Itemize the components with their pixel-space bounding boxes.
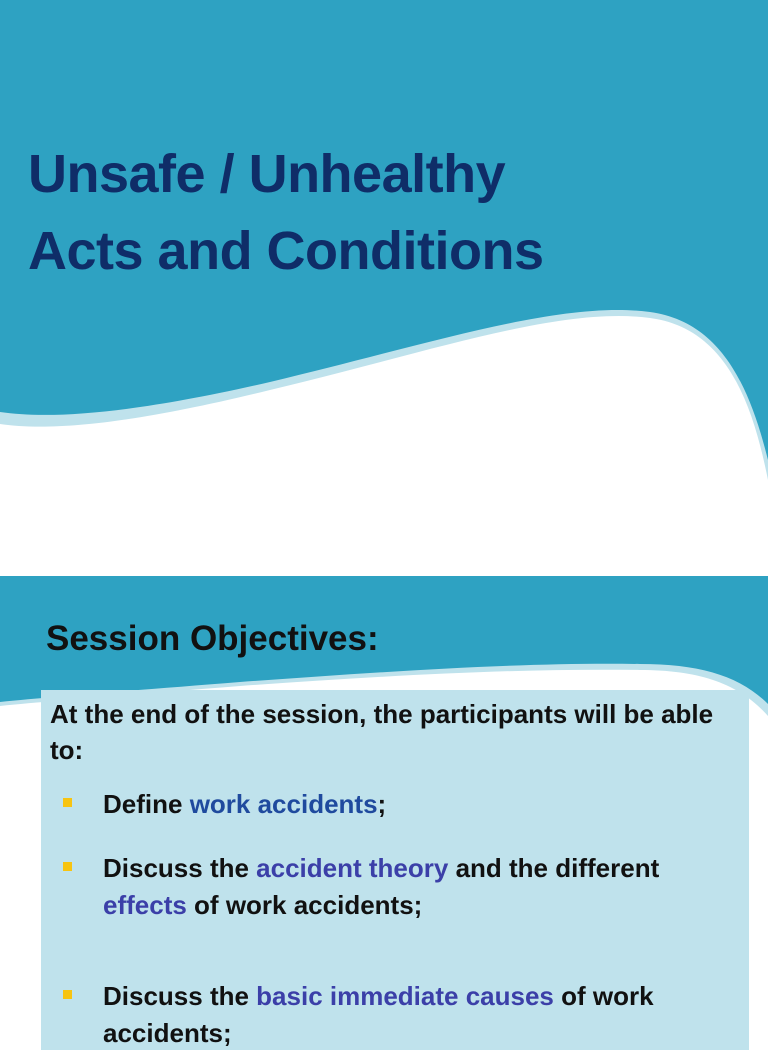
title-line-2: Acts and Conditions <box>28 221 544 281</box>
objectives-slide <box>0 576 768 1048</box>
objective-item-1 <box>103 786 733 823</box>
objectives-content-panel <box>41 690 749 1050</box>
objective-key-term: basic immediate causes <box>256 981 554 1011</box>
square-bullet-icon <box>63 798 72 807</box>
objective-text: ; <box>377 789 387 819</box>
objective-text: of work accidents; <box>103 981 654 1048</box>
objective-text: and the different <box>448 853 660 883</box>
objective-key-term: work accidents <box>189 789 378 819</box>
presentation-title <box>28 136 668 290</box>
objective-text: Discuss the <box>103 853 257 883</box>
objective-item-2 <box>103 850 733 924</box>
objective-item-3 <box>103 978 733 1052</box>
square-bullet-icon <box>63 990 72 999</box>
objective-text: of work accidents; <box>186 890 423 920</box>
session-objectives-heading: Session Objectives: <box>46 619 379 658</box>
objective-key-term: accident theory <box>256 853 449 883</box>
title-line-1: Unsafe / Unhealthy <box>28 144 506 204</box>
objective-text: Discuss the <box>103 981 257 1011</box>
objective-text: Define <box>103 789 190 819</box>
square-bullet-icon <box>63 862 72 871</box>
objectives-intro-text: At the end of the session, the participants will be able to: <box>50 699 714 765</box>
objective-key-term: effects <box>103 890 187 920</box>
